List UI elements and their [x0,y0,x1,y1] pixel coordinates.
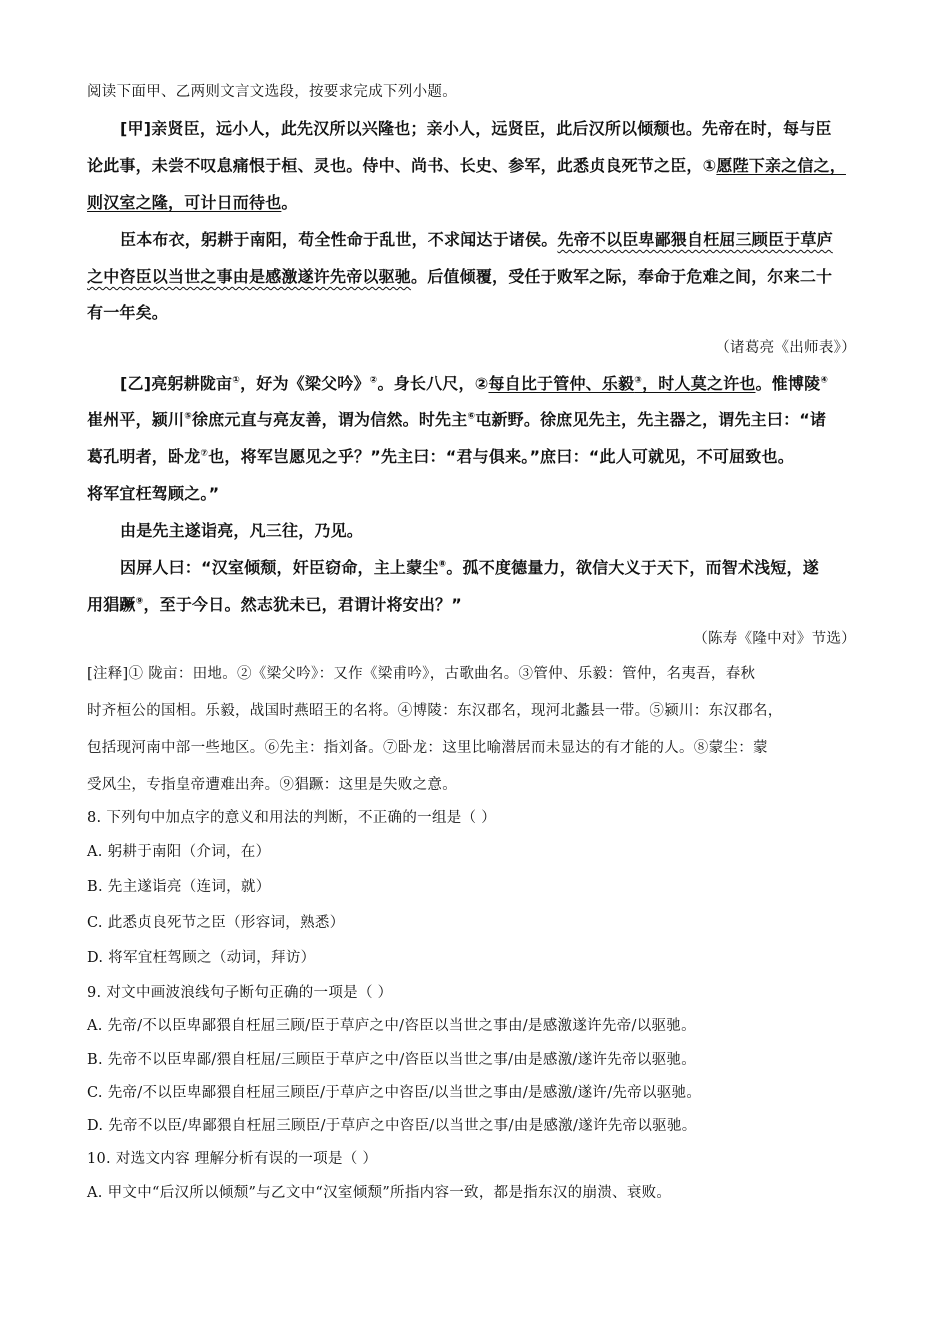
q9-option-d: D. 先帝不以臣/卑鄙猥自枉屈三顾臣/于草庐之中咨臣/以当世之事/由是感激/遂许先帝以驱驰。 [87,1118,697,1134]
jia-p1-line3: 则汉室之隆，可计日而待也。 [87,193,298,212]
q8-option-d: D. 将军宜枉驾顾之（动词，拜访） [87,950,316,966]
q9-option-b: B. 先帝不以臣卑鄙/猥自枉屈/三顾臣于草庐之中/咨臣以当世之事/由是感激/遂许先帝以驱驰。 [87,1052,697,1068]
jia-source: （诸葛亮《出师表》） [715,340,856,356]
underlined-sentence-1-cont: 则汉室之隆，可计日而待也 [87,193,282,212]
yi-p3-line1: 因屏人曰：“汉室倾颓，奸臣窃命，主上蒙尘⑧。孤不度德量力，欲信大义于天下，而智术浅短，遂 [120,558,819,577]
wavy-sentence-cont: 之中咨臣以当世之事由是感激遂许先帝以驱驰 [87,267,412,286]
jia-p2-line2: 之中咨臣以当世之事由是感激遂许先帝以驱驰。后值倾覆，受任于败军之际，奉命于危难之间，尔来二十 [87,267,833,286]
notes-line4: 受风尘，专指皇帝遭难出奔。⑨猖蹶：这里是失败之意。 [87,777,457,793]
notes-line3: 包括现河南中部一些地区。⑥先主：指刘备。⑦卧龙：这里比喻潜居而未显达的有才能的人。⑧蒙尘：蒙 [87,740,768,756]
q8-stem: 8. 下列句中加点字的意义和用法的判断，不正确的一组是（ ） [87,810,497,826]
notes-line1: [注释]① 陇亩：田地。②《梁父吟》：又作《梁甫吟》，古歌曲名。③管仲、乐毅：管仲，名夷吾，春秋 [87,666,756,682]
q9-option-c: C. 先帝/不以臣卑鄙猥自枉屈三顾臣/于草庐之中咨臣/以当世之事由/是感激/遂许/先帝以驱驰。 [87,1085,702,1101]
q10-stem: 10. 对选文内容 理解分析有误的一项是（ ） [87,1151,378,1167]
q8-option-c: C. 此悉贞良死节之臣（形容词，熟悉） [87,915,345,931]
jia-p2-line1: 臣本布衣，躬耕于南阳，苟全性命于乱世，不求闻达于诸侯。先帝不以臣卑鄙猥自枉屈三顾臣于草庐 [120,230,833,249]
yi-p2: 由是先主遂诣亮，凡三往，乃见。 [120,521,364,540]
yi-p1-line4: 将军宜枉驾顾之。” [87,484,220,503]
notes-line2: 时齐桓公的国相。乐毅，战国时燕昭王的名将。④博陵：东汉郡名，现河北蠡县一带。⑤颍川：东汉郡名， [87,703,783,719]
jia-p2-line3: 有一年矣。 [87,303,169,322]
wavy-sentence: 先帝不以臣卑鄙猥自枉屈三顾臣于草庐 [557,230,833,249]
yi-p1-line1: [乙]亮躬耕陇亩①，好为《梁父吟》②。身长八尺，②每自比于管仲、乐毅③，时人莫之许也。惟博陵④ [120,374,829,393]
q10-option-a: A. 甲文中“后汉所以倾颓”与乙文中“汉室倾颓”所指内容一致，都是指东汉的崩溃、衰败。 [87,1185,672,1201]
underlined-sentence-1: 愿陛下亲之信之， [716,156,846,175]
jia-p1-line2: 论此事，未尝不叹息痛恨于桓、灵也。侍中、尚书、长史、参军，此悉贞良死节之臣，①愿陛下亲之信之， [87,156,846,175]
q8-option-a: A. 躬耕于南阳（介词，在） [87,844,271,860]
q8-option-b: B. 先主遂诣亮（连词，就） [87,879,271,895]
yi-p3-line2: 用猖蹶⑨，至于今日。然志犹未已，君谓计将安出？” [87,595,462,614]
intro-text: 阅读下面甲、乙两则文言文选段，按要求完成下列小题。 [87,84,457,100]
jia-p1-line1: [甲]亲贤臣，远小人，此先汉所以兴隆也；亲小人，远贤臣，此后汉所以倾颓也。先帝在时，每与臣 [120,119,832,138]
yi-source: （陈寿《隆中对》节选） [693,631,856,647]
yi-p1-line2: 崔州平，颍川⑤徐庶元直与亮友善，谓为信然。时先主⑥屯新野。徐庶见先主，先主器之，谓先主曰：“诸 [87,410,827,429]
yi-p1-line3: 葛孔明者，卧龙⑦也，将军岂愿见之乎？”先主曰：“君与俱来。”庶曰：“此人可就见，不可屈致也。 [87,447,794,466]
underlined-sentence-2: 每自比于管仲、乐毅③，时人莫之许也 [488,374,756,393]
q9-option-a: A. 先帝/不以臣卑鄙猥自枉屈三顾/臣于草庐之中/咨臣以当世之事由/是感激遂许先帝/以驱驰。 [87,1018,696,1034]
q9-stem: 9. 对文中画波浪线句子断句正确的一项是（ ） [87,985,393,1001]
